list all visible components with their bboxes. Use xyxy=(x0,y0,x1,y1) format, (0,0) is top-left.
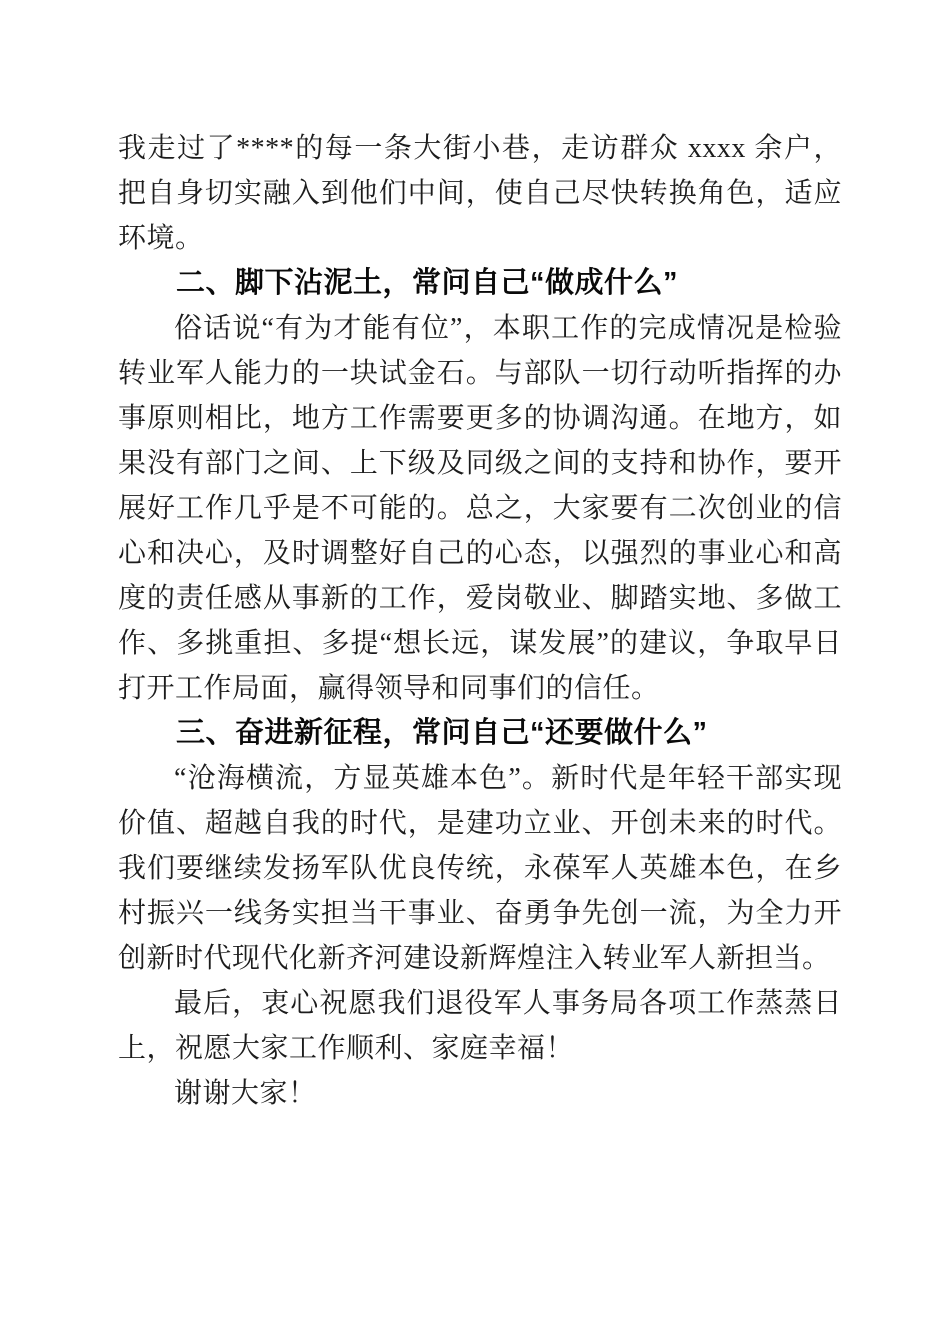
paragraph-section-3-body: “沧海横流，方显英雄本色”。新时代是年轻干部实现价值、超越自我的时代，是建功立业、开创未来的时代。我们要继续发扬军队优良传统，永葆军人英雄本色，在乡村振兴一线务实担当干事业、奋勇争先创一流，为全力开创新时代现代化新齐河建设新辉煌注入转业军人新担当。 xyxy=(118,763,842,974)
paragraph-thanks: 谢谢大家！ xyxy=(174,1078,317,1109)
paragraph-continuation: 我走过了****的每一条大街小巷，走访群众 xxxx 余户，把自身切实融入到他们中间，使自己尽快转换角色，适应环境。 xyxy=(118,133,842,254)
section-heading-3: 三、奋进新征程，常问自己“还要做什么” xyxy=(176,717,708,749)
paragraph-closing-wishes: 最后，衷心祝愿我们退役军人事务局各项工作蒸蒸日上，祝愿大家工作顺利、家庭幸福！ xyxy=(118,988,842,1064)
section-heading-2: 二、脚下沾泥土，常问自己“做成什么” xyxy=(176,267,679,299)
document-text-block xyxy=(118,126,842,1116)
paragraph-section-2-body: 俗话说“有为才能有位”，本职工作的完成情况是检验转业军人能力的一块试金石。与部队一切行动听指挥的办事原则相比，地方工作需要更多的协调沟通。在地方，如果没有部门之间、上下级及同级之间的支持和协作，要开展好工作几乎是不可能的。总之，大家要有二次创业的信心和决心，及时调整好自己的心态，以强烈的事业心和高度的责任感从事新的工作，爱岗敬业、脚踏实地、多做工作、多挑重担、多提“想长远，谋发展”的建议，争取早日打开工作局面，赢得领导和同事们的信任。 xyxy=(118,313,842,704)
